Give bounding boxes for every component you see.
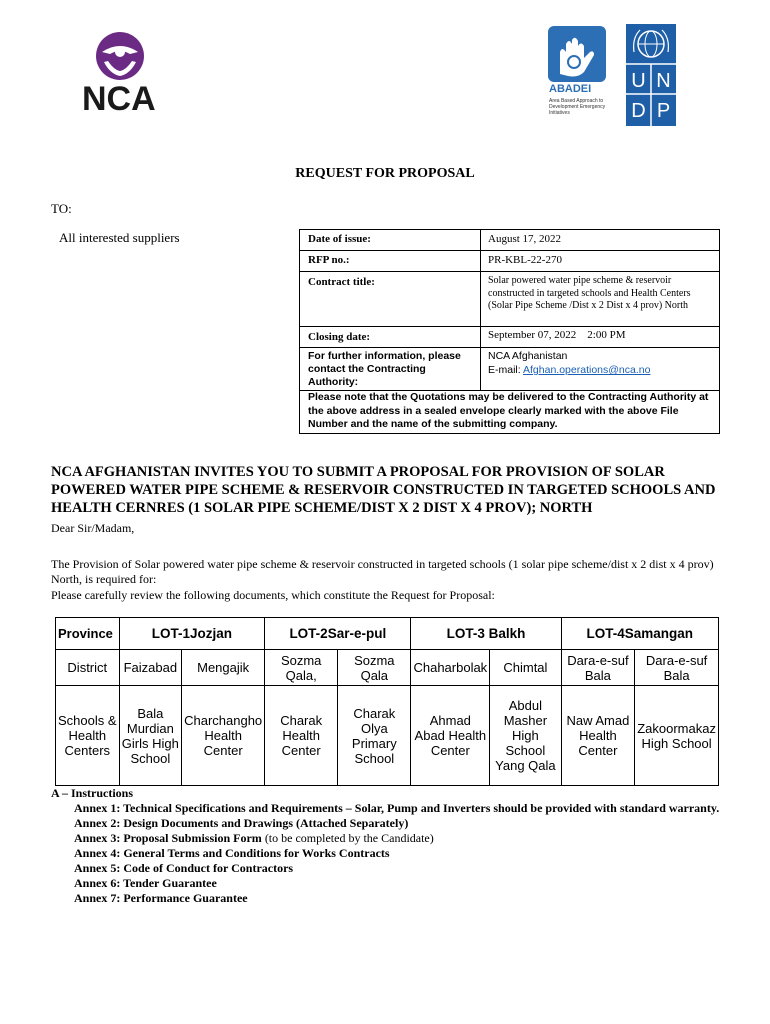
- annex-item: Annex 1: Technical Specifications and Requirements – Solar, Pump and Inverters should be provided with standard warranty.: [74, 801, 720, 815]
- annex-item: Annex 4: General Terms and Conditions for Works Contracts: [74, 846, 390, 860]
- rfp-number-label: RFP no.:: [308, 254, 350, 266]
- annex-3-title: Annex 3: Proposal Submission Form: [74, 831, 262, 845]
- annex-item-3: [74, 831, 722, 846]
- date-of-issue-label: Date of issue:: [308, 233, 371, 245]
- district-cell: Chimtal: [490, 650, 561, 686]
- table-row-district: [56, 650, 719, 686]
- column-divider: [480, 230, 481, 390]
- district-header: District: [56, 650, 120, 686]
- district-cell: Faizabad: [119, 650, 182, 686]
- contract-title-label: Contract title:: [308, 276, 375, 288]
- contact-email-line: [488, 364, 650, 377]
- closing-date-value: September 07, 2022 2:00 PM: [488, 329, 626, 341]
- schools-header: Schools & Health Centers: [56, 686, 120, 786]
- facility-cell: Bala Murdian Girls High School: [119, 686, 182, 786]
- lot-2-header: LOT-2Sar-e-pul: [265, 618, 411, 650]
- annex-item: Annex 5: Code of Conduct for Contractors: [74, 861, 294, 875]
- district-cell: Sozma Qala: [338, 650, 411, 686]
- further-info-label: For further information, please contact the Contracting Authority:: [308, 350, 461, 388]
- facility-cell: Naw Amad Health Center: [561, 686, 635, 786]
- provision-paragraph: The Provision of Solar powered water pipe scheme & reservoir constructed in targeted schools (1 solar pipe scheme/dist x 2 dist x 4 prov) North, is required for:: [51, 557, 714, 586]
- abadei-logo-name: ABADEI: [549, 83, 592, 95]
- closing-date-label: Closing date:: [308, 331, 371, 343]
- undp-letter-p: P: [656, 100, 671, 122]
- salutation: Dear Sir/Madam,: [51, 521, 135, 535]
- row-divider: [300, 326, 719, 327]
- review-paragraph: Please carefully review the following documents, which constitute the Request for Proposal:: [51, 588, 495, 602]
- contract-title-value: Solar powered water pipe scheme & reservoir constructed in targeted schools and Health Centers (Solar Pipe Scheme /Dist x 2 Dist x 4 prov) North: [488, 275, 691, 311]
- district-cell: Dara-e-suf Bala: [561, 650, 635, 686]
- district-cell: Chaharbolak: [411, 650, 490, 686]
- undp-letter-d: D: [631, 100, 646, 122]
- district-cell: Sozma Qala,: [265, 650, 338, 686]
- annex-item: Annex 7: Performance Guarantee: [74, 891, 248, 905]
- annex-item: Annex 2: Design Documents and Drawings (Attached Separately): [74, 816, 409, 830]
- row-divider: [300, 271, 719, 272]
- table-row-province: [56, 618, 719, 650]
- undp-logo: [626, 24, 676, 126]
- lot-3-header: LOT-3 Balkh: [411, 618, 561, 650]
- facility-cell: Zakoormakaz High School: [635, 686, 719, 786]
- recipients: All interested suppliers: [59, 230, 180, 245]
- abadei-logo-tagline: Area Based Approach to Development Emergency Initiatives: [549, 98, 606, 116]
- facility-cell: Charak Health Center: [265, 686, 338, 786]
- document-title: REQUEST FOR PROPOSAL: [295, 166, 475, 181]
- delivery-note: Please note that the Quotations may be delivered to the Contracting Authority at the above address in a sealed envelope clearly marked with the above File Number and the name of the submitting company.: [308, 391, 709, 430]
- rfp-number-value: PR-KBL-22-270: [488, 254, 562, 266]
- lots-table: [55, 617, 719, 786]
- district-cell: Dara-e-suf Bala: [635, 650, 719, 686]
- date-of-issue-value: August 17, 2022: [488, 233, 562, 245]
- email-prefix: E-mail:: [488, 364, 524, 376]
- facility-cell: Charak Olya Primary School: [338, 686, 411, 786]
- table-row-schools: [56, 686, 719, 786]
- undp-letter-n: N: [656, 70, 671, 92]
- to-label: TO:: [51, 201, 72, 216]
- lot-1-header: LOT-1Jozjan: [119, 618, 265, 650]
- annex-3-note: (to be completed by the Candidate): [261, 831, 434, 845]
- facility-cell: Charchangho Health Center: [182, 686, 265, 786]
- invitation-heading: NCA AFGHANISTAN INVITES YOU TO SUBMIT A PROPOSAL FOR PROVISION OF SOLAR POWERED WATER PIPE SCHEME & RESERVOIR CONSTRUCTED IN TARGETED SCHOOLS AND HEALTH CERNRES (1 SOLAR PIPE SCHEME/DIST X 2 DIST X 4 PROV); NORTH: [51, 464, 716, 516]
- rfp-info-table: [299, 229, 720, 434]
- facility-cell: Ahmad Abad Health Center: [411, 686, 490, 786]
- annex-item: Annex 6: Tender Guarantee: [74, 876, 217, 890]
- email-link[interactable]: Afghan.operations@nca.no: [523, 364, 651, 376]
- nca-logo-text: NCA: [82, 80, 156, 118]
- contracting-authority-name: NCA Afghanistan: [488, 350, 568, 362]
- instructions-label: A – Instructions: [51, 786, 134, 800]
- facility-cell: Abdul Masher High School Yang Qala: [490, 686, 561, 786]
- lot-4-header: LOT-4Samangan: [561, 618, 718, 650]
- row-divider: [300, 347, 719, 348]
- row-divider: [300, 250, 719, 251]
- undp-letter-u: U: [631, 70, 646, 92]
- annex-list: [74, 801, 722, 906]
- province-header: Province: [56, 618, 120, 650]
- district-cell: Mengajik: [182, 650, 265, 686]
